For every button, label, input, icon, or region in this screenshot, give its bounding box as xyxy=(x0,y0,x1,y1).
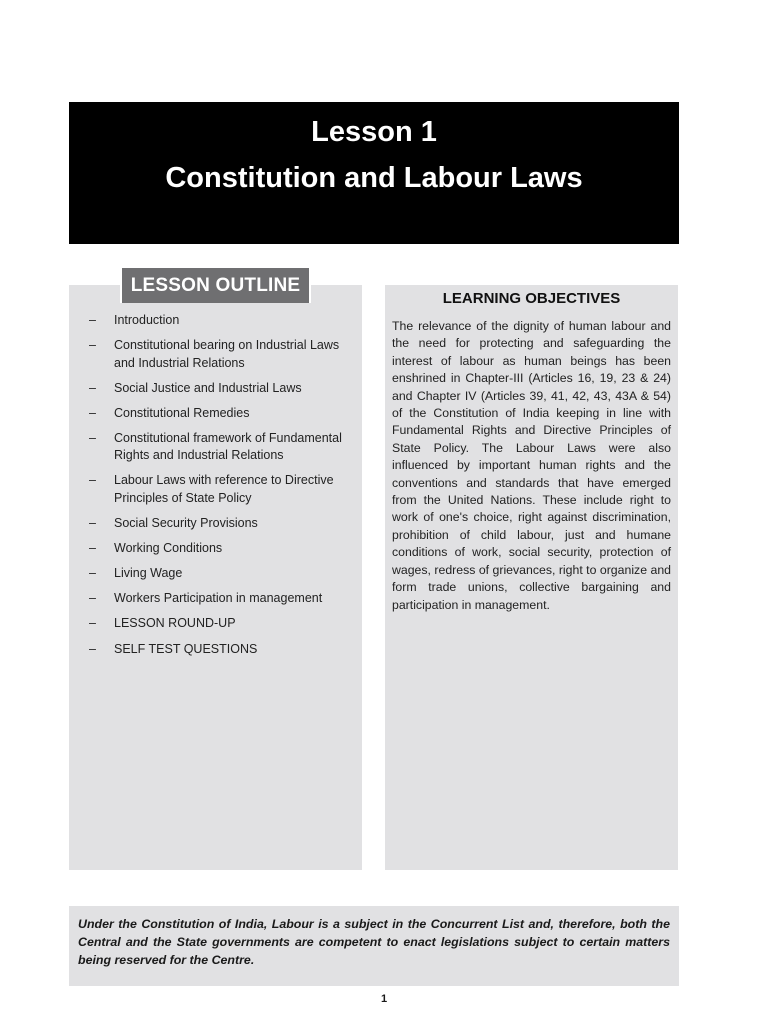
outline-dash: – xyxy=(89,616,96,631)
page-number: 1 xyxy=(380,993,388,1005)
outline-dash: – xyxy=(89,473,96,488)
outline-item-label: Introduction xyxy=(114,313,180,327)
outline-item xyxy=(89,337,351,372)
outline-dash: – xyxy=(89,641,96,656)
outline-item-label: Constitutional Remedies xyxy=(114,405,250,420)
outline-dash: – xyxy=(89,591,96,606)
outline-item xyxy=(89,641,351,659)
note-text: Under the Constitution of India, Labour is a subject in the Concurrent List and, therefore, both the Central and the State governments are competent to enact legislations subject to certain matters being reserved for the Centre. xyxy=(78,917,670,967)
outline-item xyxy=(89,405,351,423)
outline-dash: – xyxy=(89,516,96,531)
outline-dash: – xyxy=(89,541,96,556)
lesson-outline-list xyxy=(89,312,351,666)
outline-item-label: Social Security Provisions xyxy=(114,516,258,531)
outline-item-label: LESSON ROUND-UP xyxy=(114,616,236,631)
outline-item xyxy=(89,540,351,558)
outline-item-label: Social Justice and Industrial Laws xyxy=(114,380,302,395)
lesson-title: Constitution and Labour Laws xyxy=(165,162,583,194)
lesson-banner xyxy=(69,102,679,244)
outline-dash: – xyxy=(89,405,96,420)
learning-objectives-heading: LEARNING OBJECTIVES xyxy=(442,290,621,307)
outline-item xyxy=(89,472,351,507)
lesson-outline-heading: LESSON OUTLINE xyxy=(120,266,311,303)
outline-item xyxy=(89,515,351,533)
outline-item-label: Labour Laws with reference to Directive Principles of State Policy xyxy=(114,473,334,505)
outline-dash: – xyxy=(89,313,96,327)
outline-item xyxy=(89,430,351,465)
learning-objectives-text: The relevance of the dignity of human labour and the need for protecting and safeguarding the interest of labour as human beings has been enshrined in Chapter-III (Articles 16, 19, 23 & 24) and Chapter IV (Articles 39, 41, 42, 43, 43A & 54) of the Constitution of India keeping in line with Fundamental Rights and Directive Principles of State Policy. The Labour Laws were also influenced by important human rights and the conventions and standards that have emerged from the United Nations. These include right to work of one's choice, right against discrimination, prohibition of child labour, just and humane conditions of work, social security, protection of wages, redress of grievances, right to organize and form trade unions, collective bargaining and participation in management. xyxy=(392,319,671,612)
outline-item xyxy=(89,380,351,398)
outline-dash: – xyxy=(89,566,96,581)
outline-item-label: Constitutional framework of Fundamental Rights and Industrial Relations xyxy=(114,430,342,463)
outline-item-label: Constitutional bearing on Industrial Laws and Industrial Relations xyxy=(114,338,340,370)
outline-item xyxy=(89,312,351,330)
outline-item-label: Living Wage xyxy=(114,566,183,581)
lesson-number: Lesson 1 xyxy=(311,116,437,148)
outline-item xyxy=(89,590,351,608)
outline-item-label: SELF TEST QUESTIONS xyxy=(114,641,258,656)
outline-item xyxy=(89,615,351,633)
outline-item-label: Workers Participation in management xyxy=(114,591,323,606)
outline-item xyxy=(89,565,351,583)
outline-dash: – xyxy=(89,338,96,353)
outline-item-label: Working Conditions xyxy=(114,541,223,556)
outline-dash: – xyxy=(89,380,96,395)
outline-dash: – xyxy=(89,430,96,445)
